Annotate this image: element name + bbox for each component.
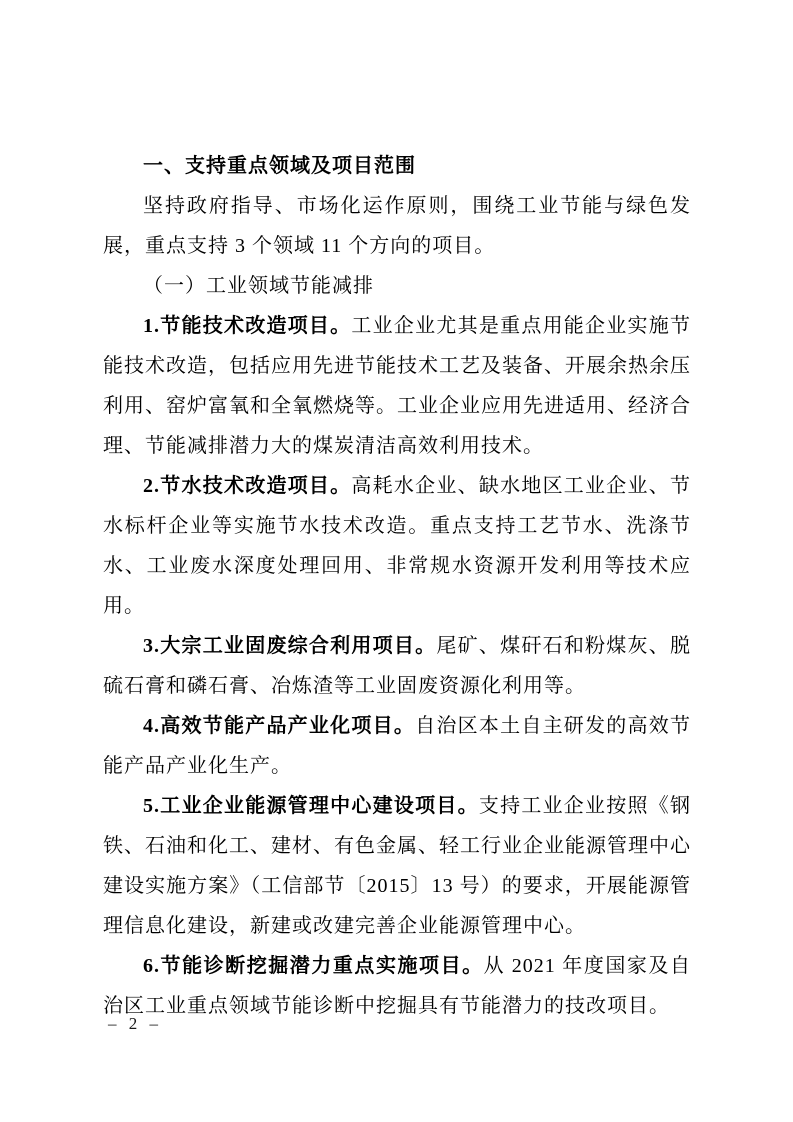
numbered-item-3 bbox=[103, 626, 691, 706]
item-1-text: 工业企业尤其是重点用能企业实施节能技术改造，包括应用先进节能技术工艺及装备、开展余热余压利用、窑炉富氧和全氧燃烧等。工业企业应用先进适用、经济合理、节能减排潜力大的煤炭清洁高效利用技术。 bbox=[103, 315, 692, 457]
item-4-label: 4.高效节能产品产业化项目。 bbox=[143, 715, 416, 737]
numbered-item-5 bbox=[103, 786, 691, 946]
item-3-text: 尾矿、煤矸石和粉煤灰、脱硫石膏和磷石膏、冶炼渣等工业固废资源化利用等。 bbox=[103, 635, 692, 697]
numbered-item-2 bbox=[103, 466, 691, 626]
item-6-label: 6.节能诊断挖掘潜力重点实施项目。 bbox=[143, 955, 484, 977]
numbered-item-1 bbox=[103, 306, 691, 466]
item-5-label: 5.工业企业能源管理中心建设项目。 bbox=[143, 795, 479, 817]
item-2-text: 高耗水企业、缺水地区工业企业、节水标杆企业等实施节水技术改造。重点支持工艺节水、洗涤节水、工业废水深度处理回用、非常规水资源开发利用等技术应用。 bbox=[103, 475, 692, 617]
numbered-item-6 bbox=[103, 946, 691, 1026]
item-5-text: 支持工业企业按照《钢铁、石油和化工、建材、有色金属、轻工行业企业能源管理中心建设实施方案》（工信部节〔2015〕13 号）的要求，开展能源管理信息化建设，新建或改建完善企业能源管理中心。 bbox=[103, 795, 692, 937]
intro-paragraph: 坚持政府指导、市场化运作原则，围绕工业节能与绿色发展，重点支持 3 个领域 11 个方向的项目。 bbox=[103, 195, 691, 257]
item-3-label: 3.大宗工业固废综合利用项目。 bbox=[143, 635, 437, 657]
item-2-label: 2.节水技术改造项目。 bbox=[143, 475, 352, 497]
item-1-label: 1.节能技术改造项目。 bbox=[143, 315, 352, 337]
subsection-heading: （一）工业领域节能减排 bbox=[143, 275, 374, 297]
item-4-text: 自治区本土自主研发的高效节能产品产业化生产。 bbox=[103, 715, 692, 777]
document-body bbox=[103, 146, 691, 1026]
numbered-item-4 bbox=[103, 706, 691, 786]
page-number: – 2 – bbox=[108, 1014, 162, 1033]
item-6-text: 从 2021 年度国家及自治区工业重点领域节能诊断中挖掘具有节能潜力的技改项目。 bbox=[103, 955, 692, 1017]
section-heading: 一、支持重点领域及项目范围 bbox=[143, 155, 416, 177]
